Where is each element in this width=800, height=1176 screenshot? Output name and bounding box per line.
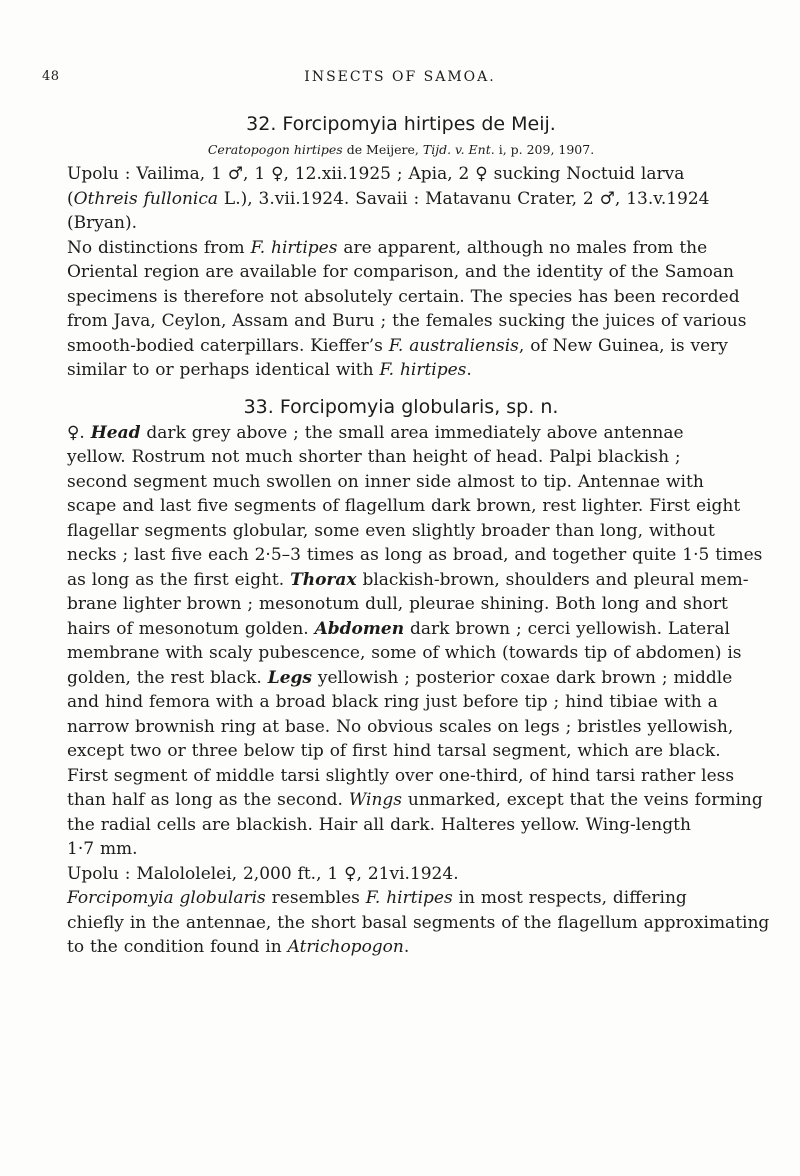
species-32-discussion bbox=[67, 236, 747, 383]
description-line: second segment much swollen on inner side almost to tip. Antennae with bbox=[67, 471, 704, 492]
synonym-name: Ceratopogon hirtipes bbox=[207, 142, 343, 157]
description-line bbox=[67, 617, 735, 642]
running-head: INSECTS OF SAMOA. bbox=[304, 69, 496, 85]
text-run: ♀. bbox=[67, 422, 91, 443]
synonym-citation: i, p. 209, 1907. bbox=[498, 142, 595, 157]
text-run: No distinctions from bbox=[67, 237, 251, 258]
description-line bbox=[67, 788, 763, 813]
page-number: 48 bbox=[42, 69, 60, 84]
species-name: F. australiensis bbox=[388, 335, 519, 356]
species-name: F. hirtipes bbox=[379, 360, 467, 380]
text-run: are apparent, although no males from the bbox=[337, 237, 708, 258]
section-label-abdomen: Abdomen bbox=[314, 618, 405, 639]
record-line: (Bryan). bbox=[67, 213, 137, 233]
text-run: resembles bbox=[265, 888, 366, 908]
page-content bbox=[67, 100, 770, 960]
text-run: , of New Guinea, is very bbox=[518, 335, 728, 356]
description-line bbox=[67, 421, 735, 446]
record-line bbox=[67, 187, 735, 212]
section-label-thorax: Thorax bbox=[290, 569, 357, 590]
species-33-description bbox=[67, 421, 763, 862]
species-name: Forcipomyia globularis bbox=[67, 888, 266, 908]
species-name: F. hirtipes bbox=[250, 237, 338, 258]
description-line: necks ; last five each 2·5–3 times as long as broad, and together quite 1·5 times bbox=[67, 545, 763, 565]
discussion-line: from Java, Ceylon, Assam and Buru ; the females sucking the juices of various bbox=[67, 311, 747, 331]
section-label-head: Head bbox=[90, 422, 141, 443]
text-run: dark brown ; cerci yellowish. Lateral bbox=[404, 618, 730, 639]
species-32-heading: 32. Forcipomyia hirtipes de Meij. bbox=[246, 113, 556, 135]
text-run: unmarked, except that the veins forming bbox=[402, 790, 763, 810]
text-run: than half as long as the second. bbox=[67, 790, 349, 810]
record-line: Upolu : Malololelei, 2,000 ft., 1 ♀, 21vi.1924. bbox=[67, 863, 459, 884]
text-run: . bbox=[403, 937, 410, 957]
text-run: yellowish ; posterior coxae dark brown ; middle bbox=[311, 667, 733, 688]
text-run: to the condition found in bbox=[67, 937, 288, 957]
text-run: similar to or perhaps identical with bbox=[67, 360, 380, 380]
species-32-synonym bbox=[67, 140, 735, 160]
species-name: F. hirtipes bbox=[365, 888, 453, 908]
description-line bbox=[67, 666, 735, 691]
text-run: . bbox=[466, 360, 472, 380]
description-line bbox=[67, 568, 749, 593]
text-run: golden, the rest black. bbox=[67, 667, 268, 688]
record-line: Upolu : Vailima, 1 ♂, 1 ♀, 12.xii.1925 ; Apia, 2 ♀ sucking Noctuid larva bbox=[67, 164, 685, 184]
description-line: membrane with scaly pubescence, some of which (towards tip of abdomen) is bbox=[67, 643, 742, 663]
description-line: narrow brownish ring at base. No obvious scales on legs ; bristles yellowish, bbox=[67, 716, 734, 737]
species-33-remarks bbox=[67, 886, 770, 960]
section-label-wings: Wings bbox=[348, 790, 403, 810]
text-run: blackish-brown, shoulders and pleural mem- bbox=[356, 569, 749, 590]
text-run: dark grey above ; the small area immediately above antennae bbox=[140, 422, 684, 443]
discussion-line: Oriental region are available for comparison, and the identity of the Samoan bbox=[67, 262, 734, 282]
text-run: smooth-bodied caterpillars. Kieffer’s bbox=[67, 335, 389, 356]
synonym-journal: Tijd. v. Ent. bbox=[422, 142, 495, 157]
genus-name: Atrichopogon bbox=[287, 937, 404, 957]
text-run: as long as the first eight. bbox=[67, 569, 291, 590]
description-line: First segment of middle tarsi slightly over one-third, of hind tarsi rather less bbox=[67, 765, 735, 786]
description-line: brane lighter brown ; mesonotum dull, pleurae shining. Both long and short bbox=[67, 594, 728, 614]
discussion-line bbox=[67, 236, 735, 261]
species-32-records bbox=[67, 162, 735, 236]
section-label-legs: Legs bbox=[267, 667, 312, 688]
host-species-name: Othreis fullonica bbox=[73, 188, 219, 209]
remarks-line bbox=[67, 935, 735, 960]
discussion-line: specimens is therefore not absolutely certain. The species has been recorded bbox=[67, 286, 740, 307]
description-line: flagellar segments globular, some even slightly broader than long, without bbox=[67, 520, 715, 541]
text-run: L.), 3.vii.1924. Savaii : Matavanu Crater, 2 ♂, 13.v.1924 bbox=[218, 188, 710, 209]
description-line: scape and last five segments of flagellum dark brown, rest lighter. First eight bbox=[67, 496, 741, 516]
text-run: ( bbox=[67, 188, 74, 209]
text-run: in most respects, differing bbox=[452, 888, 687, 908]
discussion-line bbox=[67, 334, 735, 359]
species-33-heading: 33. Forcipomyia globularis, sp. n. bbox=[243, 395, 559, 418]
remarks-line: chiefly in the antennae, the short basal segments of the flagellum approximating bbox=[67, 912, 770, 933]
description-line: except two or three below tip of first hind tarsal segment, which are black. bbox=[67, 741, 721, 761]
description-line: yellow. Rostrum not much shorter than height of head. Palpi blackish ; bbox=[67, 447, 681, 467]
description-line: the radial cells are blackish. Hair all dark. Halteres yellow. Wing-length bbox=[67, 814, 691, 835]
synonym-author: de Meijere, bbox=[346, 142, 419, 157]
remarks-line bbox=[67, 886, 735, 911]
description-line: and hind femora with a broad black ring just before tip ; hind tibiae with a bbox=[67, 692, 718, 712]
species-33-record bbox=[67, 862, 735, 887]
description-line: 1·7 mm. bbox=[67, 839, 138, 859]
discussion-line bbox=[67, 358, 735, 383]
text-run: hairs of mesonotum golden. bbox=[67, 618, 315, 639]
